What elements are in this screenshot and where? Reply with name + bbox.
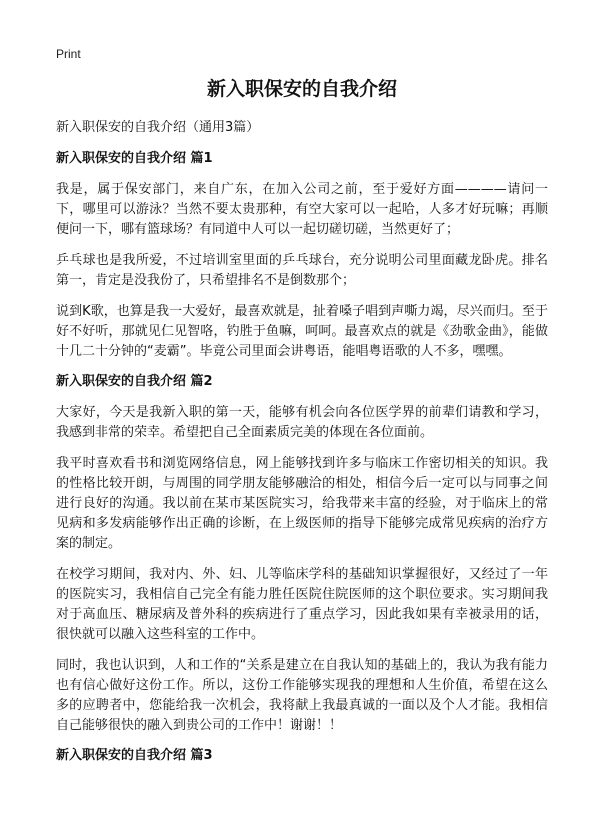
paragraph: 我平时喜欢看书和浏览网络信息，网上能够找到许多与临床工作密切相关的知识。我的性格比较开朗，与周围的同学朋友能够融洽的相处，相信今后一定可以与同事之间进行良好的沟通。我以前在某市某医院实习，给我带来丰富的经验，对于临床上的常见病和多发病能够作出正确的诊断，在上级医师的指导下能够完成常见疾病的治疗方案的制定。 <box>56 456 548 551</box>
paragraph: 我是，属于保安部门，来自广东，在加入公司之前，至于爱好方面————请问一下，哪里可以游泳？当然不要太贵那种，有空大家可以一起哈，人多才好玩嘛；再顺便问一下，哪有篮球场？有同道中人可以一起切磋切磋，当然更好了； <box>56 182 548 237</box>
paragraph: 说到K歌，也算是我一大爱好，最喜欢就是，扯着嗓子唱到声嘶力竭，尽兴而归。至于好不好听，那就见仁见智咯，钓胜于鱼嘛，呵呵。最喜欢点的就是《劲歌金曲》，能做十几二十分钟的“麦霸”。毕竟公司里面会讲粤语，能唱粤语歌的人不多，嘿嘿。 <box>56 304 548 359</box>
paragraph: 大家好，今天是我新入职的第一天，能够有机会向各位医学界的前辈们请教和学习，我感到非常的荣幸。希望把自己全面素质完美的体现在各位面前。 <box>56 405 548 440</box>
paragraph: 同时，我也认识到，人和工作的“关系是建立在自我认知的基础上的，我认为我有能力也有信心做好这份工作。所以，这份工作能够实现我的理想和人生价值，希望在这么多的应聘者中，您能给我一次机会，我将献上我最真诚的一面以及个人才能。我相信自己能够很快的融入到贵公司的工作中！谢谢！！ <box>56 658 548 733</box>
page-title: 新入职保安的自我介绍 <box>206 78 397 100</box>
section-1 <box>56 150 548 362</box>
print-link[interactable]: Print <box>56 47 81 61</box>
paragraph: 乒乓球也是我所爱，不过培训室里面的乒乓球台，充分说明公司里面藏龙卧虎。排名第一，肯定是没我份了，只希望排名不是倒数那个； <box>56 253 548 288</box>
section-heading: 新入职保安的自我介绍 篇1 <box>56 151 213 166</box>
section-3 <box>56 747 548 765</box>
section-2 <box>56 373 548 736</box>
document-subtitle: 新入职保安的自我介绍（通用3篇） <box>56 120 260 135</box>
paragraph: 在校学习期间，我对内、外、妇、儿等临床学科的基础知识掌握很好，又经过了一年的医院实习，我相信自己完全有能力胜任医院住院医师的这个职位要求。实习期间我对于高血压、糖尿病及普外科的疾病进行了重点学习，因此我如果有幸被录用的话，很快就可以融入这些科室的工作中。 <box>56 567 548 642</box>
section-heading: 新入职保安的自我介绍 篇3 <box>56 748 213 763</box>
section-heading: 新入职保安的自我介绍 篇2 <box>56 374 213 389</box>
